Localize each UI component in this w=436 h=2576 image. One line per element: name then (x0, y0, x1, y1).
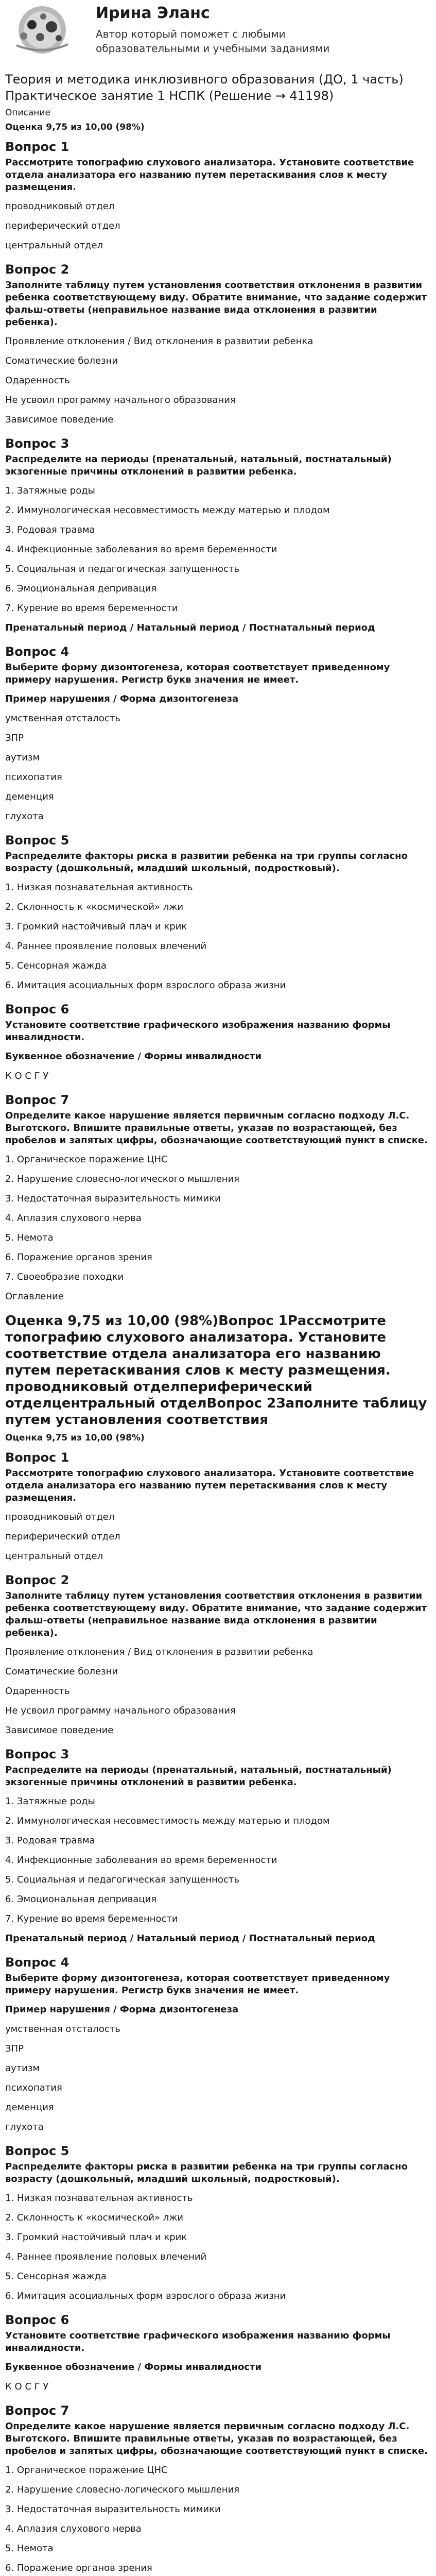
question-text: Установите соответствие графического изображения названию формы инвалидности. (5, 1020, 391, 1043)
document-title: Теория и методика инклюзивного образования (ДО, 1 часть) Практическое занятие 1 НСПК (Решение → 41198) (5, 72, 404, 103)
author-avatar[interactable] (6, 4, 78, 56)
question-title: Вопрос 7 (5, 2403, 69, 2418)
answer-item: 5. Немота (5, 2543, 54, 2554)
question-block (5, 262, 431, 430)
question-block (5, 1572, 431, 1740)
answer-item: 3. Громкий настойчивый плач и крик (5, 2232, 187, 2243)
question-block (5, 1450, 431, 1566)
answer-item: проводниковый отдел (5, 201, 115, 212)
answer-item: Соматические болезни (5, 355, 118, 366)
summary-text: Оценка 9,75 из 10,00 (98%)Вопрос 1Рассмотрите топографию слухового анализатора. Установите соответствие отдела анализатора его названию путем перетаскивания слов к месту размещения. проводниковый отделпериферический отделцентральный отделВопрос 2Заполните таблицу путем установления соответствия (5, 1313, 427, 1428)
questions-list-repeat (5, 1450, 431, 2576)
answer-item: умственная отсталость (5, 713, 120, 724)
answer-item: 5. Социальная и педагогическая запущенность (5, 1874, 239, 1885)
author-name[interactable]: Ирина Эланс (96, 4, 210, 22)
answer-item: глухота (5, 2122, 44, 2132)
question-title: Вопрос 5 (5, 2144, 69, 2158)
answer-item: 2. Иммунологическая несовместимость между матерью и плодом (5, 505, 330, 516)
question-text: Распределите на периоды (пренатальный, натальный, постнатальный) экзогенные причины отклонений в развитии ребенка. (5, 1765, 392, 1788)
answer-item: 1. Низкая познавательная активность (5, 882, 193, 893)
answer-item: 5. Немота (5, 1232, 54, 1243)
answer-item: 5. Сенсорная жажда (5, 960, 107, 971)
question-block (5, 1092, 431, 1287)
answer-item: Зависимое поведение (5, 1725, 114, 1736)
question-text: Заполните таблицу путем установления соответствия отклонения в развитии ребенка соответствующему виду. Обратите внимание, что задание содержит фальш-ответы (неправильное название вида отклонения в развитии ребенка). (5, 280, 427, 328)
answer-item: 3. Родовая травма (5, 1835, 95, 1846)
answer-item: Соматические болезни (5, 1666, 118, 1677)
question-subhead: Пример нарушения / Форма дизонтогенеза (5, 693, 239, 704)
answer-item: 7. Курение во время беременности (5, 1913, 178, 1924)
answer-item: 1. Органическое поражение ЦНС (5, 1154, 168, 1165)
answer-item: 4. Инфекционные заболевания во время беременности (5, 1855, 277, 1866)
question-block (5, 2403, 431, 2576)
answer-item: 2. Склонность к «космической» лжи (5, 902, 184, 912)
question-subhead: Буквенное обозначение / Формы инвалидности (5, 1051, 262, 1062)
question-subhead: Буквенное обозначение / Формы инвалидности (5, 2362, 262, 2372)
answer-item: 4. Аплазия слухового нерва (5, 2523, 142, 2534)
question-text: Распределите факторы риска в развитии ребенка на три группы согласно возрасту (дошкольный, младший школьный, подростковый). (5, 2161, 408, 2184)
question-text: Определите какое нарушение является первичным согласно подходу Л.С. Выготского. Впишите правильные ответы, указав по возрастающей, без пробелов и запятых цифры, обозначающие соответствующий пункт в списке. (5, 2421, 428, 2456)
answer-item: 2. Склонность к «космической» лжи (5, 2212, 184, 2223)
answer-item: К О С Г У (5, 2381, 49, 2392)
question-text: Определите какое нарушение является первичным согласно подходу Л.С. Выготского. Впишите правильные ответы, указав по возрастающей, без пробелов и запятых цифры, обозначающие соответствующий пункт в списке. (5, 1110, 428, 1146)
answer-item: периферический отдел (5, 221, 120, 231)
answer-item: глухота (5, 811, 44, 822)
answer-item: 4. Инфекционные заболевания во время беременности (5, 544, 277, 555)
answer-item: центральный отдел (5, 1551, 103, 1562)
document-body (0, 71, 436, 2576)
question-text: Выберите форму дизонтогенеза, которая соответствует приведенному примеру нарушения. Регистр букв значения не имеет. (5, 662, 390, 685)
answer-item: 1. Затяжные роды (5, 485, 95, 496)
answer-item: 5. Сенсорная жажда (5, 2271, 107, 2282)
answer-item: 1. Затяжные роды (5, 1796, 95, 1807)
question-block (5, 1747, 431, 1948)
answer-item: 6. Эмоциональная депривация (5, 1894, 157, 1905)
answer-item: Зависимое поведение (5, 414, 114, 425)
answer-item: 3. Недостаточная выразительность мимики (5, 2504, 221, 2515)
answer-item: Не усвоил программу начального образования (5, 395, 236, 405)
question-title: Вопрос 3 (5, 436, 69, 451)
answer-item: проводниковый отдел (5, 1512, 115, 1522)
answer-item: 6. Поражение органов зрения (5, 1252, 152, 1263)
answer-item: Проявление отклонения / Вид отклонения в развитии ребенка (5, 336, 313, 347)
avatar-image (6, 4, 78, 56)
question-text: Рассмотрите топографию слухового анализатора. Установите соответствие отдела анализатора его названию путем перетаскивания слов к месту размещения. (5, 157, 414, 193)
question-title: Вопрос 5 (5, 833, 69, 848)
answer-item: 6. Имитация асоциальных форм взрослого образа жизни (5, 980, 286, 991)
answer-item: 7. Своеобразие походки (5, 1272, 124, 1282)
answer-item: 2. Нарушение словесно-логического мышления (5, 1174, 240, 1184)
answer-item: 2. Нарушение словесно-логического мышления (5, 2484, 240, 2495)
answer-item: аутизм (5, 2063, 40, 2074)
question-block (5, 2312, 431, 2397)
question-text: Рассмотрите топографию слухового анализатора. Установите соответствие отдела анализатора его названию путем перетаскивания слов к месту размещения. (5, 1468, 414, 1503)
question-text: Распределите факторы риска в развитии ребенка на три группы согласно возрасту (дошкольный, младший школьный, подростковый). (5, 851, 408, 874)
toc-label: Оглавление (5, 1291, 64, 1302)
question-block (5, 2143, 431, 2306)
question-block (5, 436, 431, 638)
question-block (5, 1955, 431, 2137)
answer-item: ЗПР (5, 2043, 24, 2054)
question-title: Вопрос 2 (5, 1573, 69, 1587)
question-title: Вопрос 3 (5, 1747, 69, 1761)
question-text: Распределите на периоды (пренатальный, натальный, постнатальный) экзогенные причины отклонений в развитии ребенка. (5, 454, 392, 477)
author-header (0, 0, 436, 58)
answer-item: умственная отсталость (5, 2024, 120, 2035)
question-title: Вопрос 1 (5, 1450, 69, 1465)
answer-item: 3. Громкий настойчивый плач и крик (5, 921, 187, 932)
author-description: Автор который поможет с любыми образовательными и учебными заданиями (96, 28, 330, 55)
answer-item: 6. Эмоциональная депривация (5, 583, 157, 594)
question-block (5, 833, 431, 995)
answer-item: 4. Аплазия слухового нерва (5, 1213, 142, 1224)
description-label: Описание (5, 108, 50, 118)
question-text: Установите соответствие графического изображения названию формы инвалидности. (5, 2330, 391, 2353)
answer-item: 6. Поражение органов зрения (5, 2563, 152, 2573)
answer-item: 5. Социальная и педагогическая запущенность (5, 564, 239, 574)
answer-item: 6. Имитация асоциальных форм взрослого образа жизни (5, 2291, 286, 2301)
question-title: Вопрос 7 (5, 1093, 69, 1107)
answer-item: деменция (5, 2102, 54, 2113)
answer-item: психопатия (5, 772, 62, 783)
question-footer: Пренатальный период / Натальный период / Постнатальный период (5, 1933, 375, 1944)
answer-item: 2. Иммунологическая несовместимость между матерью и плодом (5, 1816, 330, 1826)
answer-item: аутизм (5, 752, 40, 763)
answer-item: 4. Раннее проявление половых влечений (5, 941, 207, 952)
answer-item: деменция (5, 791, 54, 802)
answer-item: ЗПР (5, 733, 24, 743)
answer-item: периферический отдел (5, 1531, 120, 1542)
question-text: Заполните таблицу путем установления соответствия отклонения в развитии ребенка соответствующему виду. Обратите внимание, что задание содержит фальш-ответы (неправильное название вида отклонения в развитии ребенка). (5, 1590, 427, 1638)
score: Оценка 9,75 из 10,00 (98%) (5, 122, 145, 132)
question-footer: Пренатальный период / Натальный период / Постнатальный период (5, 622, 375, 633)
answer-item: Проявление отклонения / Вид отклонения в развитии ребенка (5, 1647, 313, 1657)
answer-item: центральный отдел (5, 240, 103, 251)
answer-item: Не усвоил программу начального образования (5, 1705, 236, 1716)
question-title: Вопрос 1 (5, 140, 69, 154)
answer-item: 1. Низкая познавательная активность (5, 2193, 193, 2204)
answer-item: К О С Г У (5, 1071, 49, 1081)
answer-item: психопатия (5, 2082, 62, 2093)
question-title: Вопрос 6 (5, 1002, 69, 1016)
question-title: Вопрос 4 (5, 645, 69, 659)
question-title: Вопрос 6 (5, 2313, 69, 2327)
questions-list (5, 139, 431, 1287)
question-text: Выберите форму дизонтогенеза, которая соответствует приведенному примеру нарушения. Регистр букв значения не имеет. (5, 1973, 390, 1996)
answer-item: 7. Курение во время беременности (5, 603, 178, 614)
question-block (5, 139, 431, 256)
question-title: Вопрос 2 (5, 262, 69, 277)
score-repeat: Оценка 9,75 из 10,00 (98%) (5, 1433, 145, 1443)
question-title: Вопрос 4 (5, 1955, 69, 1970)
answer-item: 1. Органическое поражение ЦНС (5, 2465, 168, 2476)
answer-item: 4. Раннее проявление половых влечений (5, 2251, 207, 2262)
answer-item: 3. Недостаточная выразительность мимики (5, 1193, 221, 1204)
answer-item: 3. Родовая травма (5, 524, 95, 535)
answer-item: Одаренность (5, 1686, 70, 1697)
answer-item: Одаренность (5, 375, 70, 386)
question-block (5, 1002, 431, 1086)
question-subhead: Пример нарушения / Форма дизонтогенеза (5, 2004, 239, 2015)
question-block (5, 644, 431, 826)
